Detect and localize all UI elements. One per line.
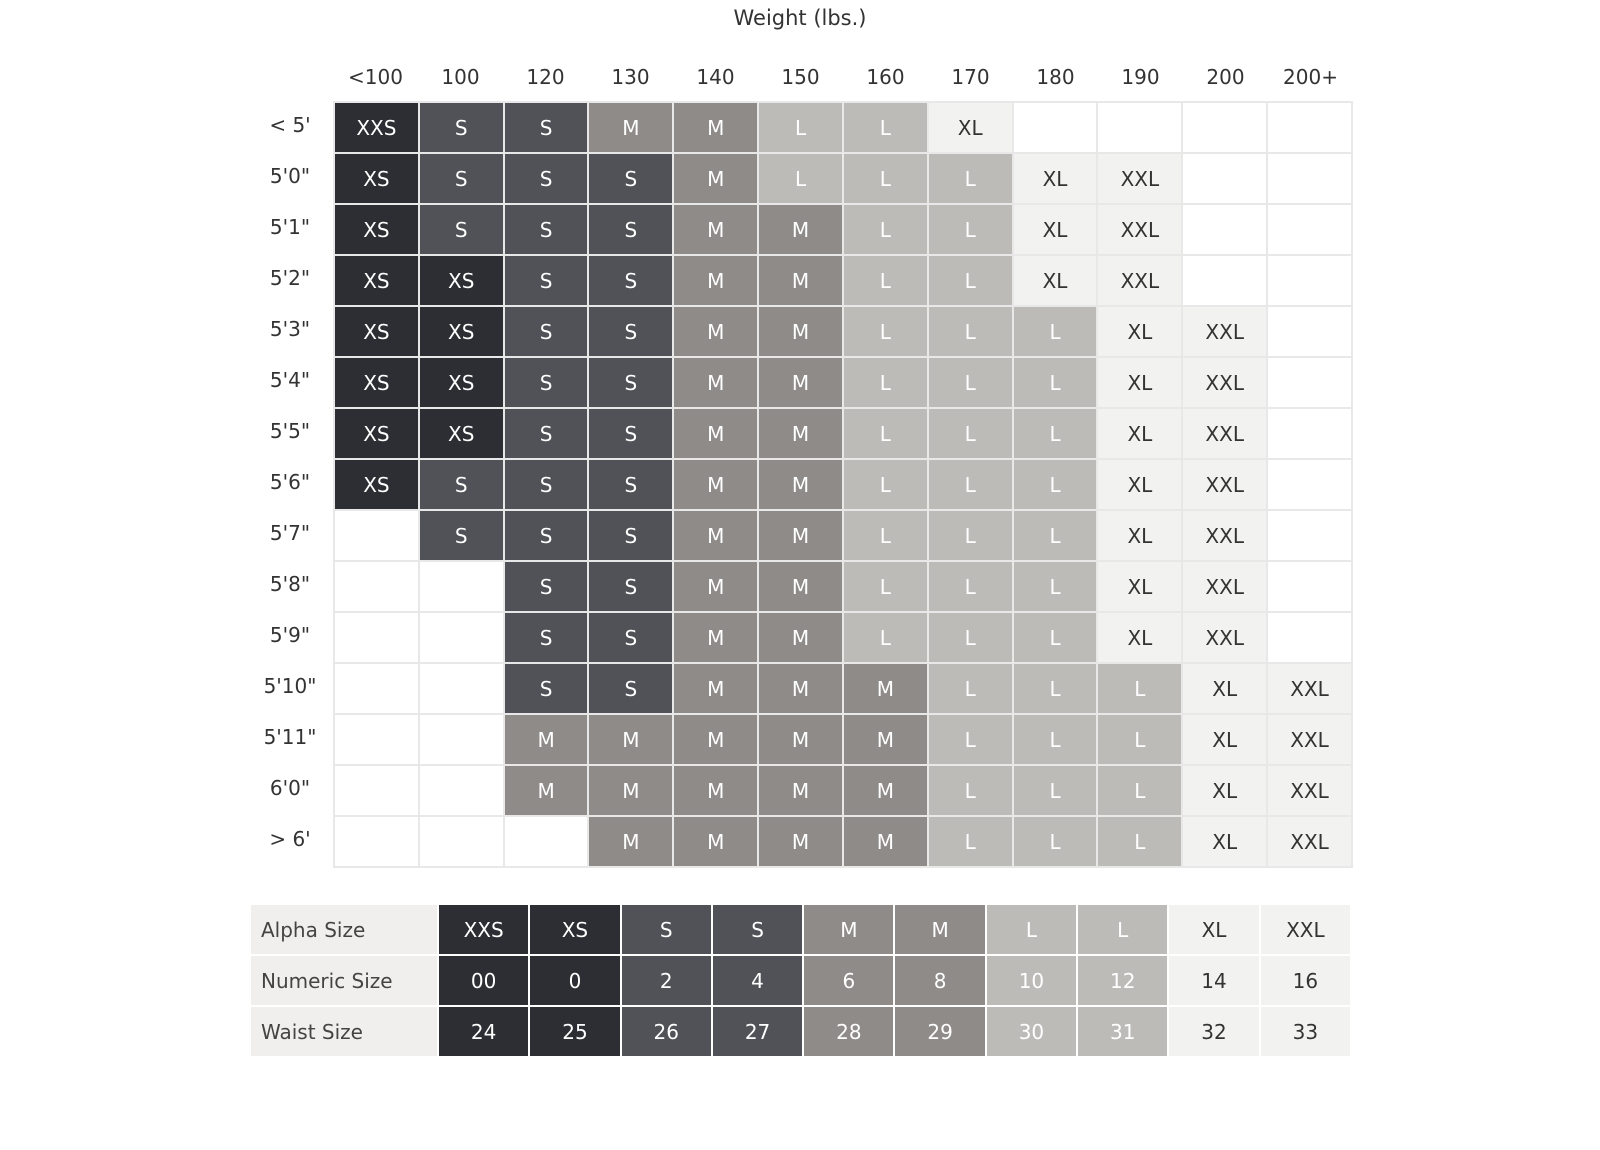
legend-cell: 24 <box>438 1006 529 1057</box>
size-cell: L <box>928 204 1013 255</box>
size-cell: M <box>758 663 843 714</box>
legend-cell: 6 <box>803 955 894 1006</box>
size-cell: S <box>419 102 504 153</box>
size-cell: L <box>843 306 928 357</box>
table-row <box>334 714 1352 765</box>
size-cell <box>1267 408 1352 459</box>
size-cell <box>419 714 504 765</box>
size-cell: S <box>419 510 504 561</box>
size-cell: L <box>928 408 1013 459</box>
weight-header: 100 <box>441 65 480 89</box>
table-row <box>334 153 1352 204</box>
size-cell <box>419 816 504 867</box>
weight-header: 170 <box>951 65 990 89</box>
size-cell <box>419 663 504 714</box>
size-cell: M <box>758 714 843 765</box>
size-cell: S <box>504 612 589 663</box>
size-cell <box>334 561 419 612</box>
size-cell: L <box>928 153 1013 204</box>
size-cell: M <box>758 459 843 510</box>
size-cell: M <box>673 816 758 867</box>
size-cell: L <box>928 561 1013 612</box>
size-cell: S <box>504 204 589 255</box>
size-cell: M <box>758 408 843 459</box>
legend-cell: 16 <box>1260 955 1351 1006</box>
size-cell: M <box>673 459 758 510</box>
legend-cell: 14 <box>1168 955 1259 1006</box>
size-cell: XXL <box>1267 765 1352 816</box>
size-cell: L <box>843 102 928 153</box>
legend-cell: 12 <box>1077 955 1168 1006</box>
size-cell: M <box>673 408 758 459</box>
size-cell: L <box>928 459 1013 510</box>
size-cell: M <box>673 204 758 255</box>
size-cell <box>419 561 504 612</box>
size-cell <box>1013 102 1098 153</box>
legend-cell: 10 <box>986 955 1077 1006</box>
legend-cell: S <box>712 904 803 955</box>
table-row <box>334 816 1352 867</box>
table-row <box>334 255 1352 306</box>
legend-cell: 27 <box>712 1006 803 1057</box>
size-cell: XXL <box>1097 255 1182 306</box>
size-cell <box>1267 102 1352 153</box>
size-cell: S <box>504 459 589 510</box>
size-cell: L <box>928 357 1013 408</box>
weight-header: 200 <box>1206 65 1245 89</box>
size-cell: XS <box>419 306 504 357</box>
size-cell: XS <box>419 408 504 459</box>
table-row <box>334 663 1352 714</box>
size-cell <box>334 612 419 663</box>
size-cell: M <box>843 816 928 867</box>
size-cell: S <box>588 408 673 459</box>
size-cell: M <box>758 612 843 663</box>
weight-header: 130 <box>611 65 650 89</box>
size-cell: XXL <box>1182 561 1267 612</box>
weight-header: 160 <box>866 65 905 89</box>
legend-cell: XL <box>1168 904 1259 955</box>
size-cell <box>1267 153 1352 204</box>
size-cell: XXL <box>1267 816 1352 867</box>
size-cell: M <box>673 153 758 204</box>
legend-cell: 33 <box>1260 1006 1351 1057</box>
legend-cell: 00 <box>438 955 529 1006</box>
legend-cell: 2 <box>621 955 712 1006</box>
size-cell: XL <box>1097 612 1182 663</box>
size-cell <box>1097 102 1182 153</box>
size-cell: XXL <box>1182 408 1267 459</box>
size-cell: M <box>504 714 589 765</box>
height-label: 5'6" <box>269 470 311 494</box>
size-cell: XL <box>928 102 1013 153</box>
size-cell: L <box>928 510 1013 561</box>
size-cell <box>1267 510 1352 561</box>
size-cell: M <box>758 765 843 816</box>
size-cell: XL <box>1013 153 1098 204</box>
height-label: 5'8" <box>269 572 311 596</box>
size-cell: XS <box>334 357 419 408</box>
size-cell <box>1182 102 1267 153</box>
legend-cell: 26 <box>621 1006 712 1057</box>
table-row <box>334 204 1352 255</box>
weight-header-row <box>333 60 1353 94</box>
size-cell: S <box>419 153 504 204</box>
size-cell <box>419 765 504 816</box>
size-cell: L <box>843 561 928 612</box>
size-cell: S <box>419 204 504 255</box>
size-cell: XXL <box>1097 204 1182 255</box>
legend-cell: 8 <box>894 955 985 1006</box>
size-cell: XS <box>334 408 419 459</box>
size-cell: L <box>928 306 1013 357</box>
legend-cell: XS <box>529 904 620 955</box>
size-cell <box>1267 204 1352 255</box>
size-cell: XL <box>1182 663 1267 714</box>
height-label: 5'5" <box>269 419 311 443</box>
size-cell: L <box>928 714 1013 765</box>
legend-row-label: Waist Size <box>250 1006 438 1057</box>
size-cell <box>1182 153 1267 204</box>
size-cell: M <box>673 102 758 153</box>
size-cell: L <box>1097 816 1182 867</box>
size-cell: XS <box>334 459 419 510</box>
size-cell: S <box>504 561 589 612</box>
size-cell: L <box>1013 765 1098 816</box>
table-row <box>334 459 1352 510</box>
size-cell: L <box>928 612 1013 663</box>
size-cell: XXL <box>1182 510 1267 561</box>
size-cell: XL <box>1097 459 1182 510</box>
size-cell: S <box>588 306 673 357</box>
weight-header: 190 <box>1121 65 1160 89</box>
size-cell: XXL <box>1182 459 1267 510</box>
size-cell: S <box>504 510 589 561</box>
size-cell: M <box>504 765 589 816</box>
size-cell: XS <box>419 255 504 306</box>
table-row <box>334 408 1352 459</box>
table-row <box>334 357 1352 408</box>
size-cell: XXL <box>1267 663 1352 714</box>
size-cell: L <box>1013 612 1098 663</box>
size-grid <box>333 101 1353 868</box>
size-cell: L <box>1013 408 1098 459</box>
size-cell: L <box>758 153 843 204</box>
size-cell: L <box>1097 714 1182 765</box>
size-cell: M <box>758 255 843 306</box>
legend-cell: 4 <box>712 955 803 1006</box>
height-label: 5'2" <box>269 266 311 290</box>
size-cell: S <box>588 153 673 204</box>
size-cell: XL <box>1182 765 1267 816</box>
legend-row-label: Numeric Size <box>250 955 438 1006</box>
size-cell: L <box>1097 663 1182 714</box>
size-cell: M <box>673 714 758 765</box>
size-cell: M <box>588 102 673 153</box>
size-cell: XS <box>334 153 419 204</box>
size-cell: L <box>1013 714 1098 765</box>
size-cell: S <box>504 255 589 306</box>
size-cell: XL <box>1013 255 1098 306</box>
size-cell: S <box>588 459 673 510</box>
height-label: > 6' <box>269 827 311 851</box>
table-row <box>334 306 1352 357</box>
size-cell <box>334 510 419 561</box>
size-cell: M <box>673 612 758 663</box>
size-cell: S <box>588 204 673 255</box>
size-cell: XL <box>1097 357 1182 408</box>
size-cell: L <box>843 204 928 255</box>
legend-cell: 28 <box>803 1006 894 1057</box>
legend-cell: 29 <box>894 1006 985 1057</box>
size-cell: XXL <box>1267 714 1352 765</box>
size-cell: M <box>588 714 673 765</box>
size-cell: S <box>504 153 589 204</box>
size-cell <box>334 816 419 867</box>
height-label: 5'10" <box>263 674 317 698</box>
weight-header: 120 <box>526 65 565 89</box>
height-label: 5'11" <box>263 725 317 749</box>
chart-title: Weight (lbs.) <box>733 6 867 30</box>
weight-header: 150 <box>781 65 820 89</box>
size-cell: L <box>843 153 928 204</box>
height-label: 5'1" <box>269 215 311 239</box>
size-cell: XS <box>334 204 419 255</box>
size-cell: M <box>673 561 758 612</box>
size-cell <box>504 816 589 867</box>
size-cell: S <box>588 255 673 306</box>
size-cell <box>334 714 419 765</box>
size-cell: M <box>673 510 758 561</box>
size-cell: L <box>843 408 928 459</box>
size-cell: L <box>843 255 928 306</box>
table-row <box>334 765 1352 816</box>
legend-cell: L <box>986 904 1077 955</box>
size-cell: L <box>928 765 1013 816</box>
size-cell: M <box>673 663 758 714</box>
table-row <box>334 612 1352 663</box>
size-cell: M <box>588 816 673 867</box>
legend-cell: XXS <box>438 904 529 955</box>
legend-cell: L <box>1077 904 1168 955</box>
size-cell: L <box>928 255 1013 306</box>
size-cell: L <box>758 102 843 153</box>
size-cell: M <box>843 714 928 765</box>
size-cell: M <box>673 357 758 408</box>
size-cell: M <box>673 765 758 816</box>
size-cell <box>1267 612 1352 663</box>
size-cell <box>1267 561 1352 612</box>
size-cell: L <box>928 816 1013 867</box>
size-cell: M <box>758 204 843 255</box>
size-legend <box>249 903 1352 1058</box>
table-row <box>334 561 1352 612</box>
legend-cell: M <box>803 904 894 955</box>
height-label: 6'0" <box>269 776 311 800</box>
size-cell: M <box>758 306 843 357</box>
size-cell: L <box>1013 459 1098 510</box>
size-cell: S <box>504 408 589 459</box>
size-cell: XL <box>1097 510 1182 561</box>
size-cell: L <box>843 510 928 561</box>
size-cell <box>1182 204 1267 255</box>
size-cell: L <box>1097 765 1182 816</box>
height-label: < 5' <box>269 113 311 137</box>
size-cell: L <box>1013 561 1098 612</box>
size-cell: L <box>843 459 928 510</box>
table-row <box>334 102 1352 153</box>
size-cell: XS <box>334 306 419 357</box>
legend-cell: S <box>621 904 712 955</box>
size-cell: L <box>928 663 1013 714</box>
size-cell: L <box>843 612 928 663</box>
size-cell: S <box>588 663 673 714</box>
size-cell: L <box>1013 357 1098 408</box>
size-cell: XXL <box>1182 357 1267 408</box>
size-cell <box>334 663 419 714</box>
size-cell: S <box>504 102 589 153</box>
size-cell: XL <box>1097 408 1182 459</box>
size-cell: XXL <box>1182 306 1267 357</box>
height-label: 5'0" <box>269 164 311 188</box>
size-cell: XL <box>1097 306 1182 357</box>
size-cell: S <box>588 510 673 561</box>
legend-cell: 31 <box>1077 1006 1168 1057</box>
size-cell: M <box>758 357 843 408</box>
size-cell: M <box>758 510 843 561</box>
size-cell: XL <box>1182 714 1267 765</box>
size-cell: M <box>843 663 928 714</box>
height-label: 5'7" <box>269 521 311 545</box>
height-label: 5'4" <box>269 368 311 392</box>
height-label: 5'3" <box>269 317 311 341</box>
size-cell: S <box>588 612 673 663</box>
size-cell <box>419 612 504 663</box>
size-cell: XL <box>1097 561 1182 612</box>
size-cell: L <box>843 357 928 408</box>
size-cell: S <box>504 663 589 714</box>
size-cell: S <box>504 306 589 357</box>
size-cell: M <box>673 255 758 306</box>
size-cell <box>1182 255 1267 306</box>
size-cell: S <box>588 357 673 408</box>
legend-cell: 25 <box>529 1006 620 1057</box>
size-cell: L <box>1013 816 1098 867</box>
size-cell: XXS <box>334 102 419 153</box>
size-cell: XXL <box>1182 612 1267 663</box>
legend-row <box>250 1006 1351 1057</box>
size-cell <box>1267 357 1352 408</box>
legend-row-label: Alpha Size <box>250 904 438 955</box>
legend-row <box>250 955 1351 1006</box>
size-cell: XS <box>334 255 419 306</box>
size-cell <box>1267 459 1352 510</box>
legend-cell: 30 <box>986 1006 1077 1057</box>
height-label: 5'9" <box>269 623 311 647</box>
legend-row <box>250 904 1351 955</box>
size-cell: S <box>588 561 673 612</box>
legend-cell: 32 <box>1168 1006 1259 1057</box>
weight-header: 180 <box>1036 65 1075 89</box>
size-cell: M <box>673 306 758 357</box>
size-cell: XL <box>1013 204 1098 255</box>
size-cell: M <box>588 765 673 816</box>
legend-cell: 0 <box>529 955 620 1006</box>
size-cell <box>334 765 419 816</box>
size-cell: L <box>1013 510 1098 561</box>
weight-header: 200+ <box>1283 65 1338 89</box>
weight-header: <100 <box>348 65 403 89</box>
weight-header: 140 <box>696 65 735 89</box>
size-cell: M <box>843 765 928 816</box>
height-labels <box>255 101 325 866</box>
table-row <box>334 510 1352 561</box>
size-cell: L <box>1013 663 1098 714</box>
size-cell: L <box>1013 306 1098 357</box>
size-cell: XL <box>1182 816 1267 867</box>
size-cell: M <box>758 816 843 867</box>
size-cell: S <box>419 459 504 510</box>
size-cell: XS <box>419 357 504 408</box>
size-cell <box>1267 306 1352 357</box>
legend-cell: M <box>894 904 985 955</box>
size-cell <box>1267 255 1352 306</box>
legend-cell: XXL <box>1260 904 1351 955</box>
size-cell: XXL <box>1097 153 1182 204</box>
size-cell: S <box>504 357 589 408</box>
size-cell: M <box>758 561 843 612</box>
